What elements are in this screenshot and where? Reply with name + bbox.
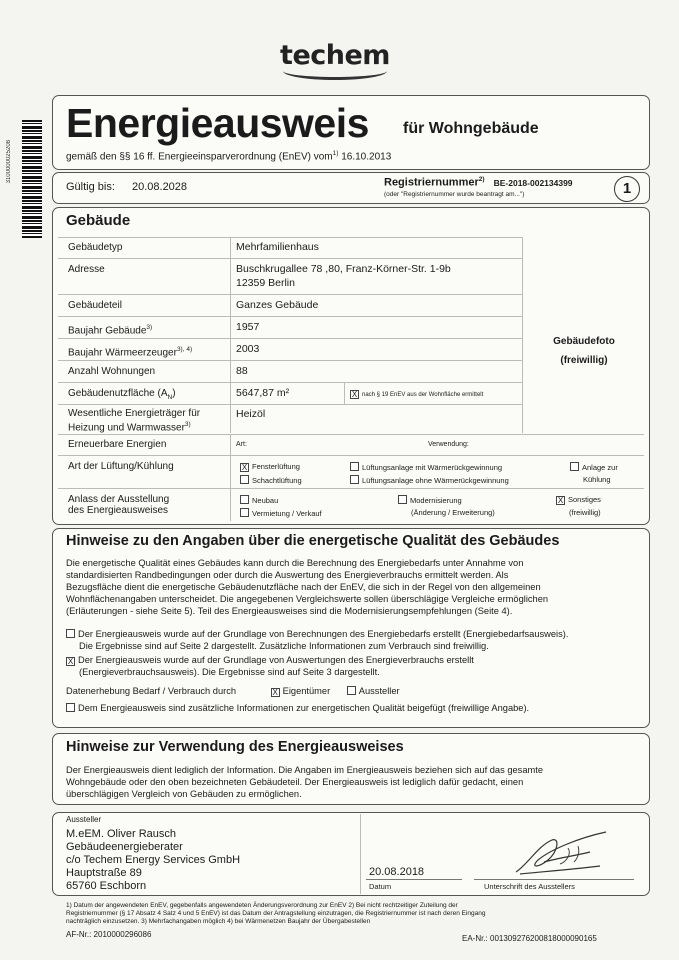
row-line <box>58 455 644 456</box>
aussteller-label: Aussteller <box>66 815 102 824</box>
page-number-badge: 1 <box>614 176 640 202</box>
adresse-line2: 12359 Berlin <box>236 277 295 289</box>
option-label: Lüftungsanlage ohne Wärmerückgewinnung <box>362 476 509 485</box>
checkbox[interactable] <box>240 475 249 484</box>
text-line: Wohnflächenangaben unterscheidet. Die angegebenen Vergleichswerte sollen überschlägige Vergleiche ermöglichen <box>66 594 549 604</box>
date-label: Datum <box>369 882 392 891</box>
label-divider-lower <box>230 435 231 521</box>
adresse-label: Adresse <box>68 264 105 275</box>
energietraeger-value: Heizöl <box>236 408 266 420</box>
text-line: (Erläuterungen - siehe Seite 5). Teil des Energieausweises sind die Modernisierungsempfehlungen (Seite 4). <box>66 606 513 616</box>
gebaeudetyp-value: Mehrfamilienhaus <box>236 241 319 253</box>
text-line: Wohngebäude oder den oben bezeichneten Gebäudeteil. Der Energieausweis ist lediglich dafür gedacht, einen <box>66 777 524 787</box>
nutzflaeche-sub: N <box>167 394 173 401</box>
waermeerzeuger-label-text: Baujahr Wärmeerzeuger <box>68 347 177 359</box>
footnote-line: 1) Datum der angewendeten EnEV, gegebenfalls angewendeten Änderungsverordnung zur EnEV 2) Bei nicht rechtzeitiger Zuteilung der <box>66 902 458 909</box>
option-kuehlung[interactable] <box>570 462 618 472</box>
option-label: Schachtlüftung <box>252 476 302 485</box>
reg-label: Registriernummer <box>384 176 479 189</box>
option-eigentuemer[interactable] <box>271 686 331 696</box>
energietraeger-label1: Wesentliche Energieträger für <box>68 408 201 419</box>
energietraeger-label2 <box>68 419 191 433</box>
energietraeger-label2-text: Heizung und Warmwasser <box>68 422 185 434</box>
photo-optional: (freiwillig) <box>560 355 608 366</box>
option-lueftungsanlage-mit[interactable] <box>350 462 502 472</box>
reg-sup: 2) <box>478 176 485 183</box>
nutzflaeche-check-text: nach § 19 EnEV aus der Wohnfläche ermittelt <box>362 392 484 398</box>
nutzflaeche-divider <box>344 382 345 404</box>
option-modernisierung[interactable] <box>398 495 462 505</box>
option-verbrauchsausweis[interactable] <box>66 654 646 678</box>
option-fensterlueftung[interactable] <box>240 462 300 472</box>
option-vermietung[interactable] <box>240 508 322 518</box>
document-subtitle: für Wohngebäude <box>403 120 539 137</box>
address-line: M.eEM. Oliver Rausch <box>66 828 177 840</box>
footnote-line: nachträglich einzusetzen. 3) Mehrfachangaben möglich 4) bei Wärmenetzen Baujahr der Übergabestellen <box>66 918 371 925</box>
wohnungen-value: 88 <box>236 365 248 377</box>
aussteller-checkbox[interactable] <box>347 686 356 695</box>
text-line: überschlägigen Vergleich von Gebäuden zu ermöglichen. <box>66 789 302 799</box>
nutzflaeche-label-text: Gebäudenutzfläche (A <box>68 388 168 399</box>
option-label: Anlage zur <box>582 463 618 472</box>
reg-note: (oder "Registriernummer wurde beantragt am...") <box>384 191 525 198</box>
date-line <box>366 879 462 880</box>
waermeerzeuger-sup: 3), 4) <box>176 346 193 353</box>
option-label: Modernisierung <box>410 496 462 505</box>
erneuerbar-verwendung: Verwendung: <box>428 441 469 448</box>
eigentuemer-label: Eigentümer <box>282 686 331 696</box>
signature-line <box>474 879 634 880</box>
barcode <box>22 120 42 238</box>
address-line: Gebäudeenergieberater <box>66 841 183 853</box>
reg-number: BE-2018-002134399 <box>493 177 573 188</box>
valid-until <box>66 181 187 193</box>
hinweise-verwendung-text <box>66 764 646 800</box>
gebaeudetyp-label: Gebäudetyp <box>68 242 123 253</box>
hinweise-qualitaet-heading: Hinweise zu den Angaben über die energetische Qualität des Gebäudes <box>66 533 560 549</box>
signature-image <box>508 828 618 878</box>
gebaeude-heading: Gebäude <box>66 212 131 229</box>
waermeerzeuger-label <box>68 344 192 358</box>
address-line: c/o Techem Energy Services GmbH <box>66 854 241 866</box>
zusatz-checkbox[interactable] <box>66 703 75 712</box>
erneuerbar-label: Erneuerbare Energien <box>68 439 167 450</box>
option-label: Vermietung / Verkauf <box>252 509 322 518</box>
option-schachtlueftung[interactable] <box>240 475 302 485</box>
valid-until-label: Gültig bis: <box>66 181 115 193</box>
row-line <box>58 382 523 383</box>
row-line <box>58 434 644 435</box>
row-line <box>58 360 523 361</box>
option-sonstiges[interactable] <box>556 495 601 505</box>
footnotes <box>66 902 656 926</box>
option-kuehlung-label: Kühlung <box>583 475 611 484</box>
row-line <box>58 404 523 405</box>
gebaeudeteil-label: Gebäudeteil <box>68 300 122 311</box>
checkbox[interactable] <box>570 462 579 471</box>
anlass-label2: des Energieausweises <box>68 505 169 516</box>
af-number: AF-Nr.: 2010000296086 <box>66 930 152 939</box>
bedarf-line1: Der Energieausweis wurde auf der Grundlage von Berechnungen des Energiebedarfs erstellt (Energiebedarfsausweis). <box>78 629 569 639</box>
eigentuemer-checkbox[interactable]: X <box>272 688 278 697</box>
bedarf-checkbox[interactable] <box>66 629 75 638</box>
row-line <box>58 316 523 317</box>
option-aussteller[interactable] <box>347 686 400 696</box>
waermeerzeuger-value: 2003 <box>236 343 260 355</box>
footnote-line: Registriernummer (§ 17 Absatz 4 Satz 4 und 5 EnEV) ist das Datum der Antragstellung einzutragen, die Registriernummer ist nach deren Eingang <box>66 910 486 917</box>
option-neubau[interactable] <box>240 495 278 505</box>
nutzflaeche-checkbox-row <box>350 390 483 399</box>
legal-sup: 1) <box>332 150 339 157</box>
erneuerbar-art: Art: <box>236 441 247 448</box>
text-line: Der Energieausweis dient lediglich der Information. Die Angaben im Energieausweis beziehen sich auf das gesamte <box>66 765 543 775</box>
legal-basis <box>66 150 391 162</box>
logo-text: techem <box>280 40 390 71</box>
document-title: Energieausweis <box>66 100 369 146</box>
address-line: 65760 Eschborn <box>66 880 147 892</box>
option-lueftungsanlage-ohne[interactable] <box>350 475 509 485</box>
verbrauch-line2: (Energieverbrauchsausweis). Die Ergebnisse sind auf Seite 3 dargestellt. <box>79 667 380 677</box>
option-label: Sonstiges <box>568 495 601 504</box>
aussteller-divider <box>360 814 361 894</box>
checkbox[interactable] <box>398 495 407 504</box>
checkbox[interactable] <box>350 462 359 471</box>
gebaeudeteil-value: Ganzes Gebäude <box>236 299 319 311</box>
nutzflaeche-value: 5647,87 m² <box>236 387 290 399</box>
row-line <box>58 258 523 259</box>
photo-label: Gebäudefoto <box>553 336 615 347</box>
checkbox[interactable]: X <box>557 496 564 505</box>
option-aenderung-label: (Änderung / Erweiterung) <box>411 508 495 517</box>
row-line <box>58 294 523 295</box>
legal-date: 16.10.2013 <box>341 151 392 163</box>
anlass-label1: Anlass der Ausstellung <box>68 494 170 505</box>
aussteller-date: 20.08.2018 <box>369 866 425 878</box>
option-freiwillig-label: (freiwillig) <box>569 508 601 517</box>
baujahr-label-text: Baujahr Gebäude <box>68 325 147 337</box>
valid-until-date: 20.08.2028 <box>131 181 188 193</box>
hinweise-verwendung-heading: Hinweise zur Verwendung des Energieausweises <box>66 739 404 755</box>
option-label: Fensterlüftung <box>252 462 300 471</box>
energietraeger-sup: 3) <box>184 421 191 428</box>
baujahr-value: 1957 <box>236 321 260 333</box>
signature-label: Unterschrift des Ausstellers <box>484 882 575 891</box>
adresse-line1: Buschkrugallee 78 ,80, Franz-Körner-Str. 1-9b <box>236 263 451 275</box>
bedarf-line2: Die Ergebnisse sind auf Seite 2 dargestellt. Zusätzliche Informationen zum Verbrauch sind freiwillig. <box>79 641 489 651</box>
datenerhebung-row <box>66 685 400 697</box>
option-bedarfsausweis[interactable] <box>66 628 646 652</box>
row-line <box>58 338 523 339</box>
option-zusatzinfo[interactable] <box>66 702 646 714</box>
row-line <box>58 237 523 238</box>
nutzflaeche-label-end: ) <box>172 388 176 399</box>
gebaeudefoto-placeholder <box>524 332 644 370</box>
wohnungen-label: Anzahl Wohnungen <box>68 366 156 377</box>
baujahr-sup: 3) <box>146 324 153 331</box>
legal-prefix: gemäß den §§ 16 ff. Energieeinsparverordnung (EnEV) vom <box>66 151 333 163</box>
row-line <box>58 488 644 489</box>
option-label: Lüftungsanlage mit Wärmerückgewinnung <box>362 463 503 472</box>
logo-swoosh <box>283 71 387 80</box>
barcode-number: 3100000025208 <box>6 140 12 184</box>
verbrauch-checkbox[interactable]: X <box>67 657 74 666</box>
zusatz-text: Dem Energieausweis sind zusätzliche Informationen zur energetischen Qualität beigefügt (freiwillige Angabe). <box>78 703 530 713</box>
checkbox[interactable] <box>350 475 359 484</box>
baujahr-label <box>68 322 152 336</box>
registration-number <box>384 176 573 189</box>
datenerhebung-label: Datenerhebung Bedarf / Verbrauch durch <box>66 686 237 696</box>
hinweise-qualitaet-text <box>66 557 646 617</box>
lueftung-label: Art der Lüftung/Kühlung <box>68 461 174 472</box>
verbrauch-line1: Der Energieausweis wurde auf der Grundlage von Auswertungen des Energieverbrauchs erstellt <box>78 655 474 665</box>
aussteller-address <box>66 828 240 893</box>
text-line: Bezugsfläche dient die energetische Gebäudenutzfläche nach der EnEV, die sich in der Regel von den allgemeinen <box>66 582 541 592</box>
aussteller-option-label: Aussteller <box>358 686 400 696</box>
ea-number: EA-Nr.: 001309276200818000090165 <box>462 934 597 943</box>
text-line: Die energetische Qualität eines Gebäudes kann durch die Berechnung des Energiebedarfs unter Annahme von <box>66 558 524 568</box>
nutzflaeche-label <box>68 388 176 403</box>
address-line: Hauptstraße 89 <box>66 867 142 879</box>
checkbox[interactable] <box>240 495 249 504</box>
text-line: standardisierten Randbedingungen oder durch die Auswertung des Energieverbrauchs ermittelt werden. Als <box>66 570 509 580</box>
option-label: Neubau <box>252 496 279 505</box>
checkbox[interactable] <box>240 508 249 517</box>
checkbox[interactable]: X <box>241 463 248 472</box>
techem-logo <box>270 42 400 80</box>
nutzflaeche-checkbox[interactable]: X <box>351 390 358 399</box>
